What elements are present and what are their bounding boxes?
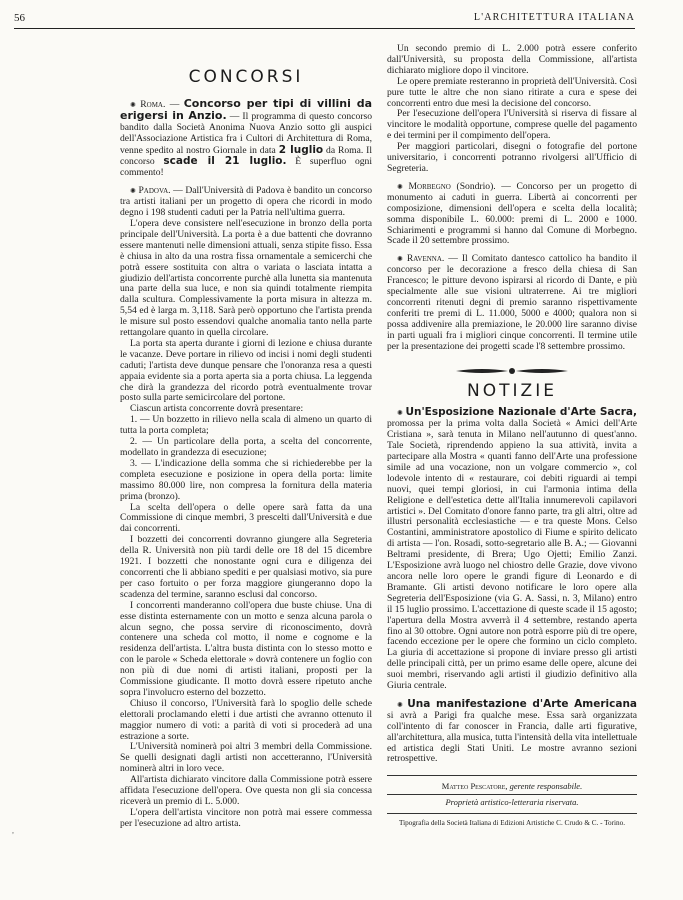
roma-text-a: Il programma di questo concorso bandito dalla Società Anonima Nuova Anzio sotto gli auspici dell'Associazione Artistica fra i Cultori di Architettura di Roma, venne spedito al nostro Giornale in data [120, 110, 373, 156]
padova-r2: Le opere premiate resteranno in proprietà dell'Università. Così pure tutte le altre che non siano ritirate a cura e spese dei concorrenti entro due mesi la decisione del concorso. [387, 75, 637, 109]
notizie-title: NOTIZIE [467, 381, 557, 402]
sacra-heading: Un'Esposizione Nazionale d'Arte Sacra, [405, 406, 637, 419]
padova-r3: Per l'esecuzione dell'opera l'Università si riserva di fissare al vincitore le modalità opportune, comprese quelle del pagamento e dei termini per il compimento dell'opera. [387, 108, 637, 142]
padova-entry: ✺ Padova. — Dall'Università di Padova è bandito un concorso tra artisti italiani per un progetto di opera che ricordi in modo degno i 198 studenti caduti per la Patria nell'ultima guerra. [120, 185, 373, 219]
sacra-text: promossa per la prima volta dalla Società « Amici dell'Arte Cristiana », sarà tenuta in Milano nell'autunno di quest'anno. Tale Società, riprendendo appieno la sua attività, invita a partecipare alla Mostra « quanti fanno dell'Arte una professione simile ad una vocazione, non un volgare commercio », col lodevole intento di « restaurare, coi debiti riguardi ai tempi nuovi, quei tempi gloriosi, in cui l'armonia intima della Religione e dell'estetica dette all'Italia innumerevoli capilavori artistici ». Del Comitato d'onore fanno parte, tra gli altri, oltre ad illustri personalità ecclesiastiche — e tra queste Mons. Celso Costantini, amministratore apostolico di Fiume e spirito delicato di artista — l'on. Rosadi, sotto-segretario alle B. A.; — Giovanni Beltrami presidente, di Brera; Ugo Ojetti; Emilio Zanzi. L'Esposizione avrà luogo nel chiostro delle Grazie, dove vivono ancora nelle loro opere le grandi figure di Leonardo e di Bramante. Gli artisti devono notificare le loro opere alla Segreteria dell'Esposizione (via G. A. Sassi, n. 3, Milano) entro il 15 luglio prossimo. L'accettazione di queste scade il 15 agosto; l'apertura della Mostra avverrà il 4 settembre, restando aperta fino al 30 ottobre. Ogni autore non potrà esporre più di tre opere, facendo eccezione per le opere che formino un ciclo completo. La giuria di accettazione si propone di inviare presso gli artisti delle principali città, per un primo esame delle opere, alcune dei suoi membri, riservando agli artisti il giudizio definitivo alla Giuria centrale. [387, 418, 637, 692]
margin-mark: , [12, 826, 14, 835]
page-number: 56 [14, 12, 25, 24]
morbegno-sub: (Sondrio). [456, 180, 496, 192]
concorsi-title: CONCORSI [188, 67, 304, 87]
padova-item-3: 3. — L'indicazione della somma che si richiederebbe per la completa esecuzione e posizione in opera della porta: limite massimo 80.000 lire, non compresa la fornitura della materia prima (bronzo). [120, 457, 372, 502]
rights-text: Proprietà artistico-letteraria riservata. [445, 797, 579, 808]
bullet-icon: ✺ [397, 182, 403, 191]
manager-role: gerente responsabile. [509, 781, 583, 792]
padova-p7: I concorrenti manderanno coll'opera due buste chiuse. Una di esse distinta esternamente con un motto e senza alcuna parola o alcun segno, che possa servire di riconoscimento, dovrà contenere una scheda col motto, il nome e cognome e la residenza dell'artista. L'altra busta distinta con lo stesso motto e con le parole « Scheda elettorale » dovrà contenere un foglio con non più di due nomi di artisti italiani, proposti per la Commissione giudicante. Il motto dovrà essere ripetuto anche sopra l'involucro esterno del bozzetto. [120, 599, 372, 698]
padova-p8: Chiuso il concorso, l'Università farà lo spoglio delle schede elettorali proclamando eletti i due artisti che avranno ottenuto il maggior numero di voti: a parità di voti si procederà ad una estrazione a sorte. [120, 697, 372, 742]
padova-item-1: 1. — Un bozzetto in rilievo nella scala di almeno un quarto di tutta la porta completa; [120, 414, 372, 437]
bullet-icon: ✺ [130, 187, 136, 196]
padova-item-2: 2. — Un particolare della porta, a scelta del concorrente, modellato in grandezza di esecuzione; [120, 436, 372, 458]
roma-entry: ✺ Roma. — Concorso per tipi di villini da erigersi in Anzio. — Il programma di questo concorso bandito dalla Società Anonima Nuova Anzio sotto gli auspici dell'Associazione Artistica fra i Cultori di Architettura di Roma, venne spedito al nostro Giornale in data 2 luglio da Roma. Il concorso scade il 21 luglio. È superfluo ogni commento! [120, 96, 373, 179]
sacra-entry [387, 407, 637, 692]
imprint-box [387, 775, 637, 814]
morbegno-city: Morbegno [408, 180, 451, 192]
bullet-icon: ✺ [397, 409, 403, 418]
roma-heading: Concorso per tipi di villini da erigersi in Anzio. [120, 96, 372, 122]
padova-p3: La porta sta aperta durante i giorni di lezione e chiusa durante le vacanze. Deve portare in rilievo od incisi i nomi degli studenti caduti; l'artista deve dunque pensare che l'onoranza resa a questi appaia evidente sia a porta aperta sia a porta chiusa. La leggenda che dirà la grandezza del ricordo potrà eventualmente trovar posto sulla parte semicircolare del portone. [120, 337, 372, 404]
padova-p5: La scelta dell'opera o delle opere sarà fatta da una Commissione di cinque membri, 3 prescelti dall'Università e due dai concorrenti. [120, 501, 372, 535]
padova-p9: L'Università nominerà poi altri 3 membri della Commissione. Se quelli designati dagli artisti non accetteranno, l'Università nominerà altri in loro vece. [120, 741, 372, 775]
running-header [14, 10, 635, 29]
padova-p10: All'artista dichiarato vincitore dalla Commissione potrà essere affidata l'esecuzione dell'opera. Ove questa non gli sia concessa riceverà un premio di L. 5.000. [120, 774, 372, 807]
roma-city: Roma. [140, 98, 166, 110]
manager-name: Matteo Pescatore, [441, 781, 508, 792]
roma-text-c: È superfluo ogni commento! [120, 156, 372, 179]
manager-line [387, 779, 637, 794]
ravenna-city: Ravenna. [406, 253, 445, 265]
roma-date: 2 luglio [278, 143, 324, 156]
padova-p1: Dall'Università di Padova è bandito un concorso tra artisti italiani per un progetto di opera che ricordi in modo degno i 198 studenti caduti per la Patria nell'ultima guerra. [120, 185, 373, 219]
ravenna-entry: ✺ Ravenna. — Il Comitato dantesco cattolico ha bandito il concorso per le decorazione a fresco della chiesa di San Francesco; le pitture devono ispirarsi al ricordo di Dante, e più specialmente alle sue visioni ultraterrene. Ai tre migliori concorrenti ritenuti degni di premio saranno rispettivamente conferiti tre premi di L. 11.000, 5000 e 4000; qualora non si possa addivenire alla premiazione, le 20.000 lire saranno divise in parti uguali fra i migliori cinque concorrenti. Il termine utile per la presentazione dei progetti scade l'8 settembre prossimo. [387, 253, 638, 352]
bullet-icon: ✺ [130, 100, 136, 109]
americana-entry [387, 699, 637, 765]
roma-deadline: scade il 21 luglio. [163, 155, 287, 168]
morbegno-text: Concorso per un progetto di monumento ai caduti in guerra. Libertà ai concorrenti per composizione, dimensioni dell'opera e scelta della località; somma disponibile L. 60.000: premi di L. 2000 e 1000. Schiarimenti e programmi si hanno dal Comune di Morbegno. Scade il 20 settembre prossimo. [387, 180, 638, 247]
bullet-icon: ✺ [397, 700, 403, 709]
running-title: L'ARCHITETTURA ITALIANA [473, 12, 635, 23]
padova-p6: I bozzetti dei concorrenti dovranno giungere alla Segreteria della R. Università non più tardi delle ore 18 del 15 dicembre 1921. I bozzetti che nonostante ogni cura e diligenza dei concorrenti che li abbiano spediti e per qualsiasi motivo, sia pure per caso fortuito o per forza maggiore giungeranno dopo la scadenza del termine, saranno esclusi dal concorso. [120, 534, 372, 600]
padova-r1: Un secondo premio di L. 2.000 potrà essere conferito dall'Università, su proposta della Commissione, all'artista dichiarato migliore dopo il vincitore. [387, 43, 637, 76]
bullet-icon: ✺ [397, 255, 403, 264]
americana-heading: Una manifestazione d'Arte Americana [407, 697, 637, 710]
left-column [120, 44, 372, 830]
padova-city: Padova. [138, 185, 171, 197]
morbegno-entry: ✺ Morbegno (Sondrio). — Concorso per un progetto di monumento ai caduti in guerra. Libertà ai concorrenti per composizione, dimensioni dell'opera e scelta della località; somma disponibile L. 60.000: premi di L. 2000 e 1000. Schiarimenti e programmi si hanno dal Comune di Morbegno. Scade il 20 settembre prossimo. [387, 180, 638, 247]
padova-p4: Ciascun artista concorrente dovrà presentare: [130, 403, 304, 415]
padova-p11: L'opera dell'artista vincitore non potrà mai essere commessa per l'esecuzione ad altro artista. [120, 806, 372, 829]
rights-line [387, 794, 637, 810]
padova-r4: Per maggiori particolari, disegni o fotografie del portone universitario, i concorrenti potranno rivolgersi all'Ufficio di Segreteria. [387, 141, 637, 174]
right-column [387, 44, 637, 829]
roma-text-b: da Roma. Il concorso [120, 144, 373, 168]
ornament-divider [387, 366, 637, 376]
printer-line: Tipografia della Società Italiana di Edizioni Artistiche C. Crudo & C. - Torino. [398, 819, 626, 828]
ravenna-text: Il Comitato dantesco cattolico ha bandito il concorso per le decorazione a fresco della chiesa di San Francesco; le pitture devono ispirarsi al ricordo di Dante, e più specialmente alle sue visioni ultraterrene. Ai tre migliori concorrenti ritenuti degni di premio saranno rispettivamente conferiti tre premi di L. 11.000, 5000 e 4000; qualora non si possa addivenire alla premiazione, le 20.000 lire saranno divise in parti uguali fra i migliori cinque concorrenti. Il termine utile per la presentazione dei progetti scade l'8 settembre prossimo. [387, 253, 638, 352]
padova-p2: L'opera deve consistere nell'esecuzione in bronzo della porta principale dell'Università. La porta è a due battenti che dovranno essere mantenuti nelle dimensioni attuali, senza stipite fisso. Essa è chiusa in alto da una rostra fissa ornamentale a semicerchi che potrà essere sostituita con altra o variata o lasciata intatta a giudizio dell'artista concorrente purchè alla lunetta sia mantenuta una parte della sua luce, e non sia quindi totalmente riempita dalla scultura. Complessivamente la porta misura in altezza m. 5,54 ed è larga m. 3,118. Sarà però opportuno che l'artista prenda le misure sul posto essendovi qualche anomalia tanto nella parte rettangolare quanto in quella circolare. [120, 217, 372, 339]
americana-text: si avrà a Parigi fra qualche mese. Essa sarà organizzata coll'intento di far conoscer in Francia, dalle arti figurative, all'architettura, alla musica, tutta l'intensità della vita intellettuale ed artistica degli Stati Uniti. Le mostre avranno sezioni retrospettive. [387, 709, 637, 765]
ornament-icon [452, 366, 572, 376]
